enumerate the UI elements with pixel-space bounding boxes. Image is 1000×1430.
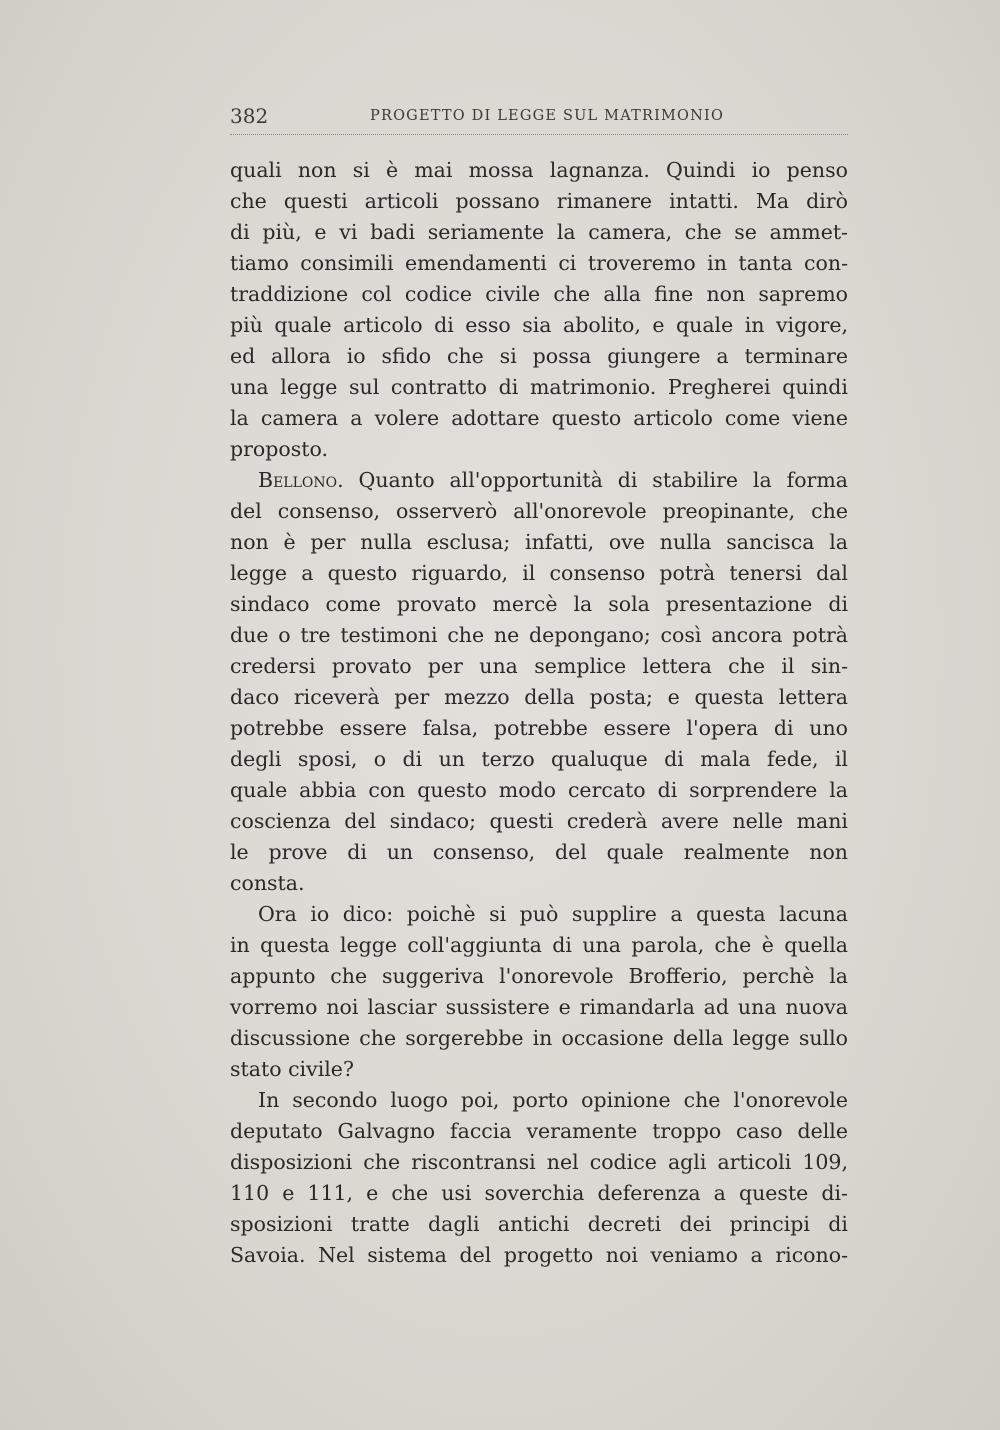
- text-line: degli sposi, o di un terzo qualuque di mala fede, il: [230, 747, 848, 771]
- text-line: [230, 465, 848, 496]
- paragraph-1: [230, 155, 848, 465]
- text-line: proposto.: [230, 437, 328, 461]
- page-number: 382: [230, 104, 269, 128]
- text-line: stato civile?: [230, 1057, 354, 1081]
- text-line: la camera a volere adottare questo articolo come viene: [230, 406, 848, 430]
- paragraph-4: [230, 1085, 848, 1271]
- text-line: In secondo luogo poi, porto opinione che l'onorevole: [258, 1088, 848, 1112]
- text-line: due o tre testimoni che ne depongano; così ancora potrà: [230, 623, 848, 647]
- text-line: non è per nulla esclusa; infatti, ove nulla sancisca la: [230, 530, 848, 554]
- text-line: che questi articoli possano rimanere intatti. Ma dirò: [230, 189, 848, 213]
- text-line: sindaco come provato mercè la sola presentazione di: [230, 592, 848, 616]
- speaker-name: Bellono.: [258, 468, 344, 492]
- paragraph-3: [230, 899, 848, 1085]
- text-line: una legge sul contratto di matrimonio. Pregherei quindi: [230, 375, 848, 399]
- text-line: discussione che sorgerebbe in occasione della legge sullo: [230, 1026, 848, 1050]
- text-line: potrebbe essere falsa, potrebbe essere l'opera di uno: [230, 716, 848, 740]
- text-line: consta.: [230, 871, 305, 895]
- text-line: coscienza del sindaco; questi crederà avere nelle mani: [230, 809, 848, 833]
- text-line: deputato Galvagno faccia veramente troppo caso delle: [230, 1119, 848, 1143]
- paragraph-2: [230, 465, 848, 899]
- text-line: ed allora io sfido che si possa giungere a terminare: [230, 344, 848, 368]
- text-line: credersi provato per una semplice lettera che il sin-: [230, 654, 848, 678]
- text-line: sposizioni tratte dagli antichi decreti dei principi di: [230, 1212, 848, 1236]
- text-line: traddizione col codice civile che alla fine non sapremo: [230, 282, 848, 306]
- text-line: legge a questo riguardo, il consenso potrà tenersi dal: [230, 561, 848, 585]
- text-line: daco riceverà per mezzo della posta; e questa lettera: [230, 685, 848, 709]
- text-line: più quale articolo di esso sia abolito, e quale in vigore,: [230, 313, 848, 337]
- text-line: tiamo consimili emendamenti ci troveremo in tanta con-: [230, 251, 848, 275]
- text-fragment: Quanto all'opportunità di stabilire la forma: [358, 468, 848, 492]
- page-header: [230, 104, 848, 135]
- text-line: quali non si è mai mossa lagnanza. Quindi io penso: [230, 158, 848, 182]
- text-line: in questa legge coll'aggiunta di una parola, che è quella: [230, 933, 848, 957]
- text-line: 110 e 111, e che usi soverchia deferenza a queste di-: [230, 1181, 848, 1205]
- text-line: disposizioni che riscontransi nel codice agli articoli 109,: [230, 1150, 848, 1174]
- text-line: Ora io dico: poichè si può supplire a questa lacuna: [258, 902, 848, 926]
- text-line: del consenso, osserverò all'onorevole preopinante, che: [230, 499, 848, 523]
- running-head: PROGETTO DI LEGGE SUL MATRIMONIO: [370, 108, 725, 124]
- text-line: quale abbia con questo modo cercato di sorprendere la: [230, 778, 848, 802]
- text-line: le prove di un consenso, del quale realmente non: [230, 840, 848, 864]
- text-line: appunto che suggeriva l'onorevole Brofferio, perchè la: [230, 964, 848, 988]
- text-line: Savoia. Nel sistema del progetto noi veniamo a ricono-: [230, 1243, 848, 1267]
- text-line: vorremo noi lasciar sussistere e rimandarla ad una nuova: [230, 995, 848, 1019]
- text-line: di più, e vi badi seriamente la camera, che se ammet-: [230, 220, 848, 244]
- body-text: [230, 155, 848, 1271]
